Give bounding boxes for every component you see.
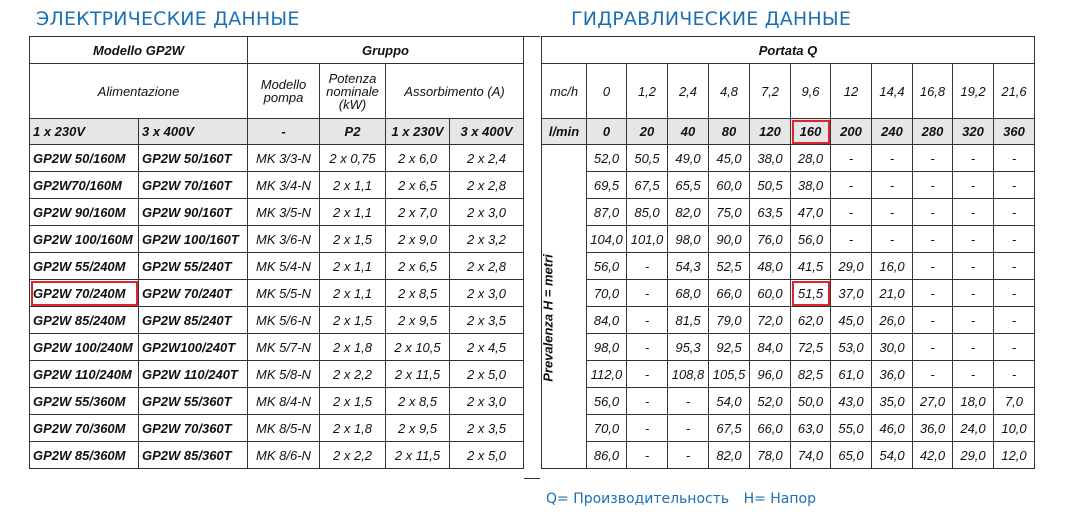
head-value: 112,0 bbox=[587, 361, 627, 388]
electrical-cell-a400: 2 x 3,5 bbox=[450, 307, 524, 334]
head-value: 65,0 bbox=[831, 442, 872, 469]
electrical-cell-a400: 2 x 3,5 bbox=[450, 415, 524, 442]
hydraulic-row bbox=[542, 388, 1035, 415]
electrical-row bbox=[30, 253, 524, 280]
electrical-row bbox=[30, 415, 524, 442]
mch-value: 16,8 bbox=[913, 64, 953, 119]
head-value: 36,0 bbox=[913, 415, 953, 442]
electrical-cell-pompa: MK 5/7-N bbox=[248, 334, 320, 361]
electrical-cell-m400: GP2W 55/240T bbox=[139, 253, 248, 280]
lmin-value: 40 bbox=[668, 119, 709, 145]
head-value: - bbox=[872, 145, 913, 172]
electrical-row bbox=[30, 334, 524, 361]
hydraulic-row bbox=[542, 145, 1035, 172]
electrical-cell-m230: GP2W 55/360M bbox=[30, 388, 139, 415]
col-400v-header: 3 x 400V bbox=[139, 119, 248, 145]
lmin-label: l/min bbox=[542, 119, 587, 145]
head-value: 38,0 bbox=[750, 145, 791, 172]
head-value: - bbox=[994, 199, 1035, 226]
head-value: 28,0 bbox=[791, 145, 831, 172]
electrical-cell-a400: 2 x 3,2 bbox=[450, 226, 524, 253]
electrical-row bbox=[30, 361, 524, 388]
head-value: 16,0 bbox=[872, 253, 913, 280]
head-value: 92,5 bbox=[709, 334, 750, 361]
head-value: 82,0 bbox=[709, 442, 750, 469]
head-value: 54,0 bbox=[709, 388, 750, 415]
head-value: 86,0 bbox=[587, 442, 627, 469]
head-value: - bbox=[872, 199, 913, 226]
electrical-cell-m400: GP2W 85/360T bbox=[139, 442, 248, 469]
head-value: - bbox=[994, 253, 1035, 280]
head-value: 101,0 bbox=[627, 226, 668, 253]
mch-value: 4,8 bbox=[709, 64, 750, 119]
electrical-cell-m400: GP2W 110/240T bbox=[139, 361, 248, 388]
prevalenza-axis-text: Prevalenza H = metri bbox=[540, 254, 556, 382]
electrical-cell-p2: 2 x 2,2 bbox=[320, 361, 386, 388]
electrical-cell-a230: 2 x 9,5 bbox=[386, 307, 450, 334]
head-value: 29,0 bbox=[953, 442, 994, 469]
head-value: 54,3 bbox=[668, 253, 709, 280]
electrical-cell-m400: GP2W 85/240T bbox=[139, 307, 248, 334]
head-value: 52,5 bbox=[709, 253, 750, 280]
head-value: 35,0 bbox=[872, 388, 913, 415]
head-value: - bbox=[627, 280, 668, 307]
electrical-row bbox=[30, 145, 524, 172]
head-value: 46,0 bbox=[872, 415, 913, 442]
electrical-row bbox=[30, 442, 524, 469]
head-value: 50,0 bbox=[791, 388, 831, 415]
table-gap bbox=[524, 36, 540, 479]
head-value: 53,0 bbox=[831, 334, 872, 361]
head-value: 36,0 bbox=[872, 361, 913, 388]
modello-gp2w-header: Modello GP2W bbox=[30, 37, 248, 64]
electrical-cell-m400: GP2W 90/160T bbox=[139, 199, 248, 226]
head-value: 61,0 bbox=[831, 361, 872, 388]
mch-value: 14,4 bbox=[872, 64, 913, 119]
electrical-cell-p2: 2 x 1,1 bbox=[320, 280, 386, 307]
head-value: - bbox=[913, 361, 953, 388]
mch-value: 19,2 bbox=[953, 64, 994, 119]
col-pompa-header: - bbox=[248, 119, 320, 145]
electrical-cell-a230: 2 x 6,5 bbox=[386, 253, 450, 280]
hydraulic-row bbox=[542, 307, 1035, 334]
electrical-cell-m400: GP2W 50/160T bbox=[139, 145, 248, 172]
head-value: 65,5 bbox=[668, 172, 709, 199]
electrical-cell-a400: 2 x 3,0 bbox=[450, 388, 524, 415]
electrical-cell-pompa: MK 8/4-N bbox=[248, 388, 320, 415]
head-value: - bbox=[627, 415, 668, 442]
head-value: 62,0 bbox=[791, 307, 831, 334]
head-value: 78,0 bbox=[750, 442, 791, 469]
head-value: - bbox=[913, 226, 953, 253]
head-value: 75,0 bbox=[709, 199, 750, 226]
head-value: 72,5 bbox=[791, 334, 831, 361]
col-230v-header: 1 x 230V bbox=[30, 119, 139, 145]
lmin-value: 0 bbox=[587, 119, 627, 145]
head-value: 74,0 bbox=[791, 442, 831, 469]
lmin-value: 360 bbox=[994, 119, 1035, 145]
electrical-cell-pompa: MK 8/6-N bbox=[248, 442, 320, 469]
electrical-cell-p2: 2 x 1,1 bbox=[320, 172, 386, 199]
electrical-cell-a230: 2 x 11,5 bbox=[386, 361, 450, 388]
head-value: 96,0 bbox=[750, 361, 791, 388]
hydraulic-row bbox=[542, 361, 1035, 388]
head-value: - bbox=[953, 226, 994, 253]
head-value: - bbox=[913, 199, 953, 226]
mch-value: 9,6 bbox=[791, 64, 831, 119]
head-value: 76,0 bbox=[750, 226, 791, 253]
head-value: - bbox=[913, 334, 953, 361]
electrical-cell-a400: 2 x 2,8 bbox=[450, 253, 524, 280]
electrical-cell-p2: 2 x 0,75 bbox=[320, 145, 386, 172]
electrical-cell-a400: 2 x 4,5 bbox=[450, 334, 524, 361]
head-value: - bbox=[953, 199, 994, 226]
electrical-cell-m230: GP2W 70/360M bbox=[30, 415, 139, 442]
head-value: 54,0 bbox=[872, 442, 913, 469]
lmin-value: 160 bbox=[791, 119, 831, 145]
head-value: - bbox=[994, 307, 1035, 334]
electrical-cell-p2: 2 x 1,5 bbox=[320, 388, 386, 415]
head-value: - bbox=[953, 172, 994, 199]
electrical-cell-a230: 2 x 10,5 bbox=[386, 334, 450, 361]
head-value: - bbox=[994, 145, 1035, 172]
lmin-value: 120 bbox=[750, 119, 791, 145]
head-value: - bbox=[913, 172, 953, 199]
electrical-cell-pompa: MK 3/3-N bbox=[248, 145, 320, 172]
head-value: 43,0 bbox=[831, 388, 872, 415]
electrical-cell-m230: GP2W 55/240M bbox=[30, 253, 139, 280]
head-value: - bbox=[831, 199, 872, 226]
electrical-cell-a400: 2 x 2,8 bbox=[450, 172, 524, 199]
head-value: 12,0 bbox=[994, 442, 1035, 469]
head-value: 52,0 bbox=[587, 145, 627, 172]
head-value: 85,0 bbox=[627, 199, 668, 226]
electrical-cell-m230: GP2W 50/160M bbox=[30, 145, 139, 172]
head-value: 63,5 bbox=[750, 199, 791, 226]
head-value: - bbox=[872, 226, 913, 253]
head-value: - bbox=[913, 253, 953, 280]
head-value: 95,3 bbox=[668, 334, 709, 361]
lmin-value: 320 bbox=[953, 119, 994, 145]
electrical-cell-a230: 2 x 11,5 bbox=[386, 442, 450, 469]
electrical-cell-m230: GP2W 110/240M bbox=[30, 361, 139, 388]
mch-value: 21,6 bbox=[994, 64, 1035, 119]
head-value: 70,0 bbox=[587, 280, 627, 307]
col-a400-header: 3 x 400V bbox=[450, 119, 524, 145]
hydraulic-row bbox=[542, 253, 1035, 280]
head-value: 27,0 bbox=[913, 388, 953, 415]
electrical-cell-m400: GP2W100/240T bbox=[139, 334, 248, 361]
head-value: 69,5 bbox=[587, 172, 627, 199]
head-value: 52,0 bbox=[750, 388, 791, 415]
head-value: 63,0 bbox=[791, 415, 831, 442]
col-p2-header: P2 bbox=[320, 119, 386, 145]
head-value: - bbox=[831, 172, 872, 199]
electrical-cell-a400: 2 x 3,0 bbox=[450, 199, 524, 226]
head-value: 21,0 bbox=[872, 280, 913, 307]
head-value: 38,0 bbox=[791, 172, 831, 199]
head-value: 45,0 bbox=[831, 307, 872, 334]
mch-label: mc/h bbox=[542, 64, 587, 119]
head-value: 79,0 bbox=[709, 307, 750, 334]
lmin-value: 80 bbox=[709, 119, 750, 145]
head-value: 10,0 bbox=[994, 415, 1035, 442]
electrical-cell-a230: 2 x 6,5 bbox=[386, 172, 450, 199]
electrical-cell-m230: GP2W70/160M bbox=[30, 172, 139, 199]
electrical-cell-pompa: MK 8/5-N bbox=[248, 415, 320, 442]
head-value: 56,0 bbox=[587, 388, 627, 415]
electrical-cell-a230: 2 x 9,5 bbox=[386, 415, 450, 442]
head-value: 50,5 bbox=[627, 145, 668, 172]
head-value: 82,5 bbox=[791, 361, 831, 388]
electrical-cell-a400: 2 x 5,0 bbox=[450, 361, 524, 388]
head-value: 70,0 bbox=[587, 415, 627, 442]
mch-value: 7,2 bbox=[750, 64, 791, 119]
head-value: 56,0 bbox=[791, 226, 831, 253]
electrical-cell-p2: 2 x 1,8 bbox=[320, 334, 386, 361]
head-value: 105,5 bbox=[709, 361, 750, 388]
electrical-cell-a400: 2 x 3,0 bbox=[450, 280, 524, 307]
head-value: 66,0 bbox=[709, 280, 750, 307]
head-value: 45,0 bbox=[709, 145, 750, 172]
electrical-cell-m400: GP2W 55/360T bbox=[139, 388, 248, 415]
head-value: 42,0 bbox=[913, 442, 953, 469]
head-value: - bbox=[831, 145, 872, 172]
electrical-cell-m230: GP2W 90/160M bbox=[30, 199, 139, 226]
electrical-cell-m230: GP2W 85/360M bbox=[30, 442, 139, 469]
head-value: - bbox=[913, 280, 953, 307]
head-value: 108,8 bbox=[668, 361, 709, 388]
mch-value: 12 bbox=[831, 64, 872, 119]
lmin-value: 240 bbox=[872, 119, 913, 145]
electrical-cell-pompa: MK 5/6-N bbox=[248, 307, 320, 334]
electrical-cell-m400: GP2W 70/240T bbox=[139, 280, 248, 307]
head-value: 48,0 bbox=[750, 253, 791, 280]
electrical-cell-pompa: MK 3/4-N bbox=[248, 172, 320, 199]
hydraulic-row bbox=[542, 280, 1035, 307]
head-value: 18,0 bbox=[953, 388, 994, 415]
mch-value: 2,4 bbox=[668, 64, 709, 119]
electrical-row bbox=[30, 388, 524, 415]
modello-pompa-header: Modello pompa bbox=[248, 64, 320, 119]
head-value: - bbox=[627, 442, 668, 469]
electrical-cell-pompa: MK 3/5-N bbox=[248, 199, 320, 226]
head-value: - bbox=[953, 253, 994, 280]
head-value: - bbox=[668, 415, 709, 442]
hydraulic-row bbox=[542, 442, 1035, 469]
head-value: 47,0 bbox=[791, 199, 831, 226]
mch-value: 0 bbox=[587, 64, 627, 119]
head-value: 81,5 bbox=[668, 307, 709, 334]
hydraulic-row bbox=[542, 172, 1035, 199]
electrical-cell-a400: 2 x 5,0 bbox=[450, 442, 524, 469]
head-value: 60,0 bbox=[709, 172, 750, 199]
head-value: - bbox=[627, 361, 668, 388]
electrical-cell-m400: GP2W 70/160T bbox=[139, 172, 248, 199]
head-value: 68,0 bbox=[668, 280, 709, 307]
lmin-value: 200 bbox=[831, 119, 872, 145]
electrical-cell-m230: GP2W 100/240M bbox=[30, 334, 139, 361]
assorbimento-header: Assorbimento (A) bbox=[386, 64, 524, 119]
electrical-row bbox=[30, 199, 524, 226]
electrical-cell-a230: 2 x 7,0 bbox=[386, 199, 450, 226]
electrical-cell-pompa: MK 5/5-N bbox=[248, 280, 320, 307]
hydraulic-row bbox=[542, 199, 1035, 226]
electrical-cell-a230: 2 x 8,5 bbox=[386, 280, 450, 307]
alimentazione-header: Alimentazione bbox=[30, 64, 248, 119]
electrical-cell-a230: 2 x 6,0 bbox=[386, 145, 450, 172]
col-a230-header: 1 x 230V bbox=[386, 119, 450, 145]
electrical-data-title: ЭЛЕКТРИЧЕСКИЕ ДАННЫЕ bbox=[36, 8, 300, 30]
head-value: 51,5 bbox=[791, 280, 831, 307]
head-value: 98,0 bbox=[668, 226, 709, 253]
head-value: 50,5 bbox=[750, 172, 791, 199]
head-value: 72,0 bbox=[750, 307, 791, 334]
head-value: - bbox=[994, 172, 1035, 199]
electrical-row bbox=[30, 226, 524, 253]
legend bbox=[546, 491, 826, 507]
head-value: 60,0 bbox=[750, 280, 791, 307]
electrical-cell-a230: 2 x 8,5 bbox=[386, 388, 450, 415]
head-value: 84,0 bbox=[750, 334, 791, 361]
head-value: 98,0 bbox=[587, 334, 627, 361]
head-value: 41,5 bbox=[791, 253, 831, 280]
electrical-cell-p2: 2 x 1,5 bbox=[320, 307, 386, 334]
head-value: - bbox=[953, 361, 994, 388]
head-value: 7,0 bbox=[994, 388, 1035, 415]
hydraulic-data-title: ГИДРАВЛИЧЕСКИЕ ДАННЫЕ bbox=[571, 8, 852, 30]
head-value: 67,5 bbox=[709, 415, 750, 442]
legend-h: H= Напор bbox=[743, 491, 816, 507]
head-value: - bbox=[913, 307, 953, 334]
head-value: - bbox=[994, 361, 1035, 388]
electrical-cell-pompa: MK 5/4-N bbox=[248, 253, 320, 280]
electrical-cell-p2: 2 x 2,2 bbox=[320, 442, 386, 469]
head-value: 29,0 bbox=[831, 253, 872, 280]
head-value: 55,0 bbox=[831, 415, 872, 442]
head-value: - bbox=[953, 334, 994, 361]
head-value: 24,0 bbox=[953, 415, 994, 442]
head-value: - bbox=[872, 172, 913, 199]
hydraulic-data-table bbox=[541, 36, 1035, 469]
electrical-cell-a230: 2 x 9,0 bbox=[386, 226, 450, 253]
hydraulic-row bbox=[542, 334, 1035, 361]
electrical-row bbox=[30, 172, 524, 199]
head-value: - bbox=[953, 307, 994, 334]
head-value: - bbox=[668, 388, 709, 415]
head-value: 67,5 bbox=[627, 172, 668, 199]
head-value: 90,0 bbox=[709, 226, 750, 253]
head-value: - bbox=[627, 307, 668, 334]
head-value: - bbox=[994, 226, 1035, 253]
electrical-data-table bbox=[29, 36, 524, 469]
electrical-cell-m230: GP2W 100/160M bbox=[30, 226, 139, 253]
electrical-cell-pompa: MK 3/6-N bbox=[248, 226, 320, 253]
legend-q: Q= Производительность bbox=[546, 491, 730, 507]
hydraulic-row bbox=[542, 415, 1035, 442]
hydraulic-row bbox=[542, 226, 1035, 253]
lmin-value: 280 bbox=[913, 119, 953, 145]
electrical-row bbox=[30, 280, 524, 307]
electrical-row bbox=[30, 307, 524, 334]
head-value: 104,0 bbox=[587, 226, 627, 253]
head-value: 82,0 bbox=[668, 199, 709, 226]
head-value: - bbox=[994, 334, 1035, 361]
head-value: - bbox=[627, 253, 668, 280]
head-value: - bbox=[627, 334, 668, 361]
electrical-cell-p2: 2 x 1,5 bbox=[320, 226, 386, 253]
head-value: - bbox=[953, 280, 994, 307]
electrical-cell-pompa: MK 5/8-N bbox=[248, 361, 320, 388]
head-value: 30,0 bbox=[872, 334, 913, 361]
electrical-cell-p2: 2 x 1,1 bbox=[320, 199, 386, 226]
head-value: - bbox=[994, 280, 1035, 307]
electrical-cell-m230: GP2W 85/240M bbox=[30, 307, 139, 334]
head-value: 49,0 bbox=[668, 145, 709, 172]
head-value: 26,0 bbox=[872, 307, 913, 334]
head-value: 56,0 bbox=[587, 253, 627, 280]
electrical-cell-m400: GP2W 70/360T bbox=[139, 415, 248, 442]
mch-value: 1,2 bbox=[627, 64, 668, 119]
head-value: - bbox=[913, 145, 953, 172]
head-value: 84,0 bbox=[587, 307, 627, 334]
electrical-cell-m230: GP2W 70/240M bbox=[30, 280, 139, 307]
head-value: - bbox=[668, 442, 709, 469]
electrical-cell-p2: 2 x 1,1 bbox=[320, 253, 386, 280]
head-value: - bbox=[953, 145, 994, 172]
gruppo-header: Gruppo bbox=[248, 37, 524, 64]
portata-q-header: Portata Q bbox=[542, 37, 1035, 64]
lmin-value: 20 bbox=[627, 119, 668, 145]
electrical-cell-m400: GP2W 100/160T bbox=[139, 226, 248, 253]
head-value: 66,0 bbox=[750, 415, 791, 442]
electrical-cell-a400: 2 x 2,4 bbox=[450, 145, 524, 172]
head-value: - bbox=[627, 388, 668, 415]
head-value: 37,0 bbox=[831, 280, 872, 307]
head-value: 87,0 bbox=[587, 199, 627, 226]
potenza-nominale-header: Potenza nominale (kW) bbox=[320, 64, 386, 119]
head-value: - bbox=[831, 226, 872, 253]
electrical-cell-p2: 2 x 1,8 bbox=[320, 415, 386, 442]
